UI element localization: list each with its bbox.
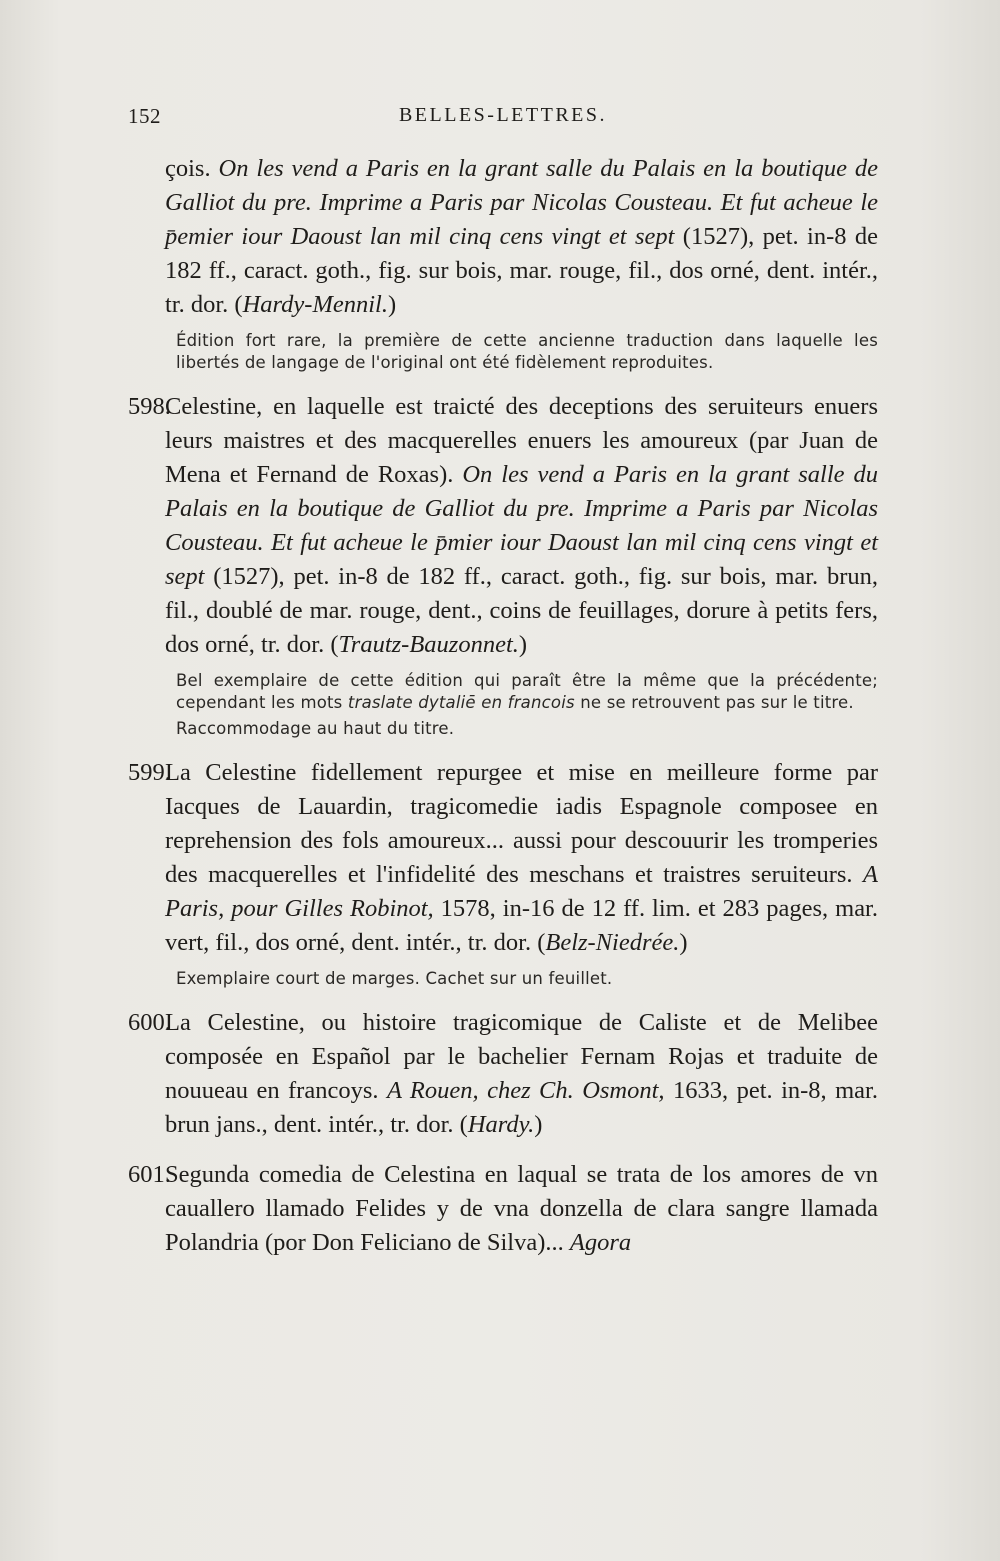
- entry-text: Celestine, en laquelle est traicté des deceptions des seruiteurs enuers leurs maistres et des macquerelles enuers les amoureux (par Juan de Mena et Fernand de Roxas). On les vend a Paris en la grant salle du Palais en la boutique de Galliot du pre. Imprime a Paris par Nicolas Cousteau. Et fut acheue le p̄mier iour Daoust lan mil cinq cens vingt et sept (1527), pet. in-8 de 182 ff., caract. goth., fig. sur bois, mar. brun, fil., doublé de mar. rouge, dent., coins de feuillages, dorure à petits fers, dos orné, tr. dor. (Trautz-Bauzonnet.): [165, 393, 879, 658]
- catalog-entry-600: [128, 1006, 878, 1142]
- entry-number: 601.: [128, 1161, 171, 1188]
- entry-number: 599.: [128, 759, 171, 786]
- binder-name: Belz-Niedrée.: [545, 929, 680, 956]
- entry-number: 598.: [128, 393, 171, 420]
- imprint-italic: Agora: [569, 1229, 632, 1256]
- imprint-italic: A Rouen, chez Ch. Osmont,: [386, 1077, 665, 1104]
- entry-text: La Celestine fidellement repurgee et mise en meilleure forme par Iacques de Lauardin, tragicomedie iadis Espagnole composee en reprehension des fols amoureux... aussi pour descouurir les tromperies des macquerelles et l'infidelité des meschans et traistres seruiteurs. A Paris, pour Gilles Robinot, 1578, in-16 de 12 ff. lim. et 283 pages, mar. vert, fil., dos orné, dent. intér., tr. dor. (Belz-Niedrée.): [165, 759, 878, 956]
- binder-name: Trautz-Bauzonnet.: [338, 631, 519, 658]
- entry-note: Édition fort rare, la première de cette ancienne traduction dans laquelle les libertés de langage de l'original ont été fidèlement reproduites.: [176, 331, 878, 372]
- entry-note: Exemplaire court de marges. Cachet sur un feuillet.: [176, 969, 613, 988]
- catalog-entry-599: [128, 756, 878, 960]
- page-body: [128, 152, 878, 1260]
- entry-number: 600.: [128, 1009, 171, 1036]
- catalog-entry-598: [128, 390, 878, 662]
- imprint-italic: On les vend a Paris en la grant salle du Palais en la boutique de Galliot du pre. Imprime a Paris par Nicolas Cousteau. Et fut acheue le p̄emier iour Daoust lan mil cinq cens vingt et sept: [165, 155, 879, 250]
- entry-597-continuation: çois. On les vend a Paris en la grant salle du Palais en la boutique de Galliot du pre. Imprime a Paris par Nicolas Cousteau. Et fut acheue le p̄emier iour Daoust lan mil cinq cens vingt et sept (1527), pet. in-8 de 182 ff., caract. goth., fig. sur bois, mar. rouge, fil., dos orné, dent. intér., tr. dor. (Hardy-Mennil.): [165, 155, 879, 318]
- imprint-italic: On les vend a Paris en la grant salle du Palais en la boutique de Galliot du pre. Imprime a Paris par Nicolas Cousteau. Et fut acheue le p̄mier iour Daoust lan mil cinq cens vingt et sept: [165, 461, 879, 590]
- entry-text: La Celestine, ou histoire tragicomique de Caliste et de Melibee composée en Español par le bachelier Fernam Rojas et traduite de nouueau en francoys. A Rouen, chez Ch. Osmont, 1633, pet. in-8, mar. brun jans., dent. intér., tr. dor. (Hardy.): [165, 1009, 878, 1138]
- page-number: 152: [128, 104, 161, 128]
- entry-text: Segunda comedia de Celestina en laqual se trata de los amores de vn cauallero llamado Felides y de vna donzella de clara sangre llamada Polandria (por Don Feliciano de Silva)... Agora: [165, 1161, 878, 1256]
- entry-note: Raccommodage au haut du titre.: [176, 719, 455, 738]
- catalog-entry-601: [128, 1158, 878, 1260]
- entry-note: Bel exemplaire de cette édition qui paraît être la même que la précédente; cependant les mots traslate dytaliē en francois ne se retrouvent pas sur le titre.: [176, 671, 878, 712]
- binder-name: Hardy.: [467, 1111, 535, 1138]
- imprint-italic: A Paris, pour Gilles Robinot,: [165, 861, 878, 922]
- running-head: BELLES-LETTRES.: [398, 104, 608, 126]
- binder-name: Hardy-Mennil.: [242, 291, 388, 318]
- page-header: [128, 104, 878, 134]
